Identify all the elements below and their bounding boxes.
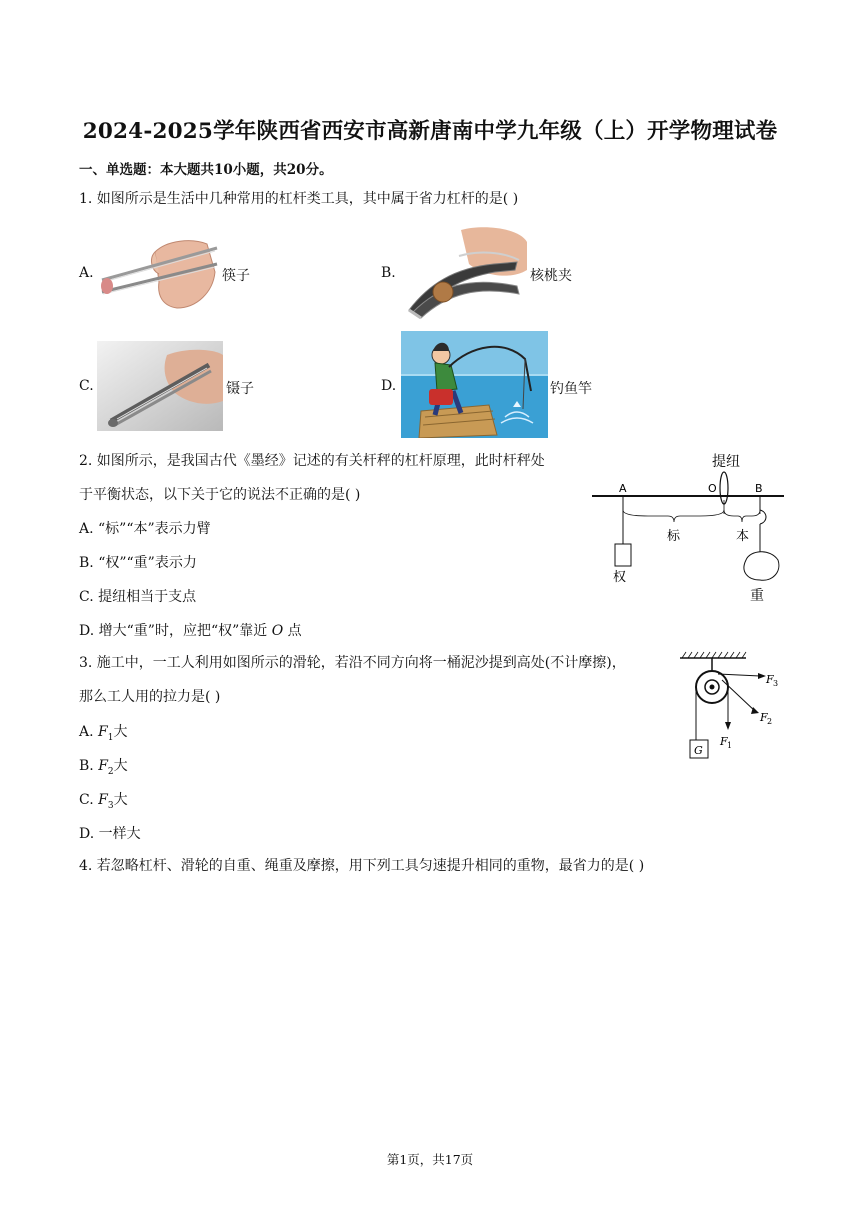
q2-option-b: B. “权”“重”表示力 [79,555,197,571]
q1-option-d-letter: D. [381,378,397,394]
steelyard-diagram [588,450,788,606]
q3-option-c: C. $F_3$大 [79,792,128,811]
q1-option-c-letter: C. [79,378,94,394]
question-1-stem: 1. 如图所示是生活中几种常用的杠杆类工具，其中属于省力杠杆的是( ) [79,191,519,207]
label-a: A [619,482,627,495]
q3-option-b: B. $F_2$大 [79,758,128,777]
label-ben: 本 [736,529,750,544]
q3-option-a: A. $F_1$大 [79,724,128,743]
rope-f2 [722,680,756,712]
q1-option-c-label: 镊子 [226,381,254,397]
ben-brace [724,510,760,522]
label-o: O [708,482,717,495]
question-3-stem-line1: 3. 施工中，一工人利用如图所示的滑轮，若沿不同方向将一桶泥沙提到高处(不计摩擦)， [79,655,626,671]
q1-option-d-label: 钓鱼竿 [550,381,592,397]
label-quan: 权 [613,570,627,585]
nutcracker-image [399,224,528,320]
q2-option-d-var: O [271,623,284,639]
section-heading: 一、单选题：本大题共10小题，共20分。 [79,162,333,178]
tweezers-image [97,341,223,431]
label-b: B [755,482,763,495]
quan-weight [615,544,631,566]
q2-option-a: A. “标”“本”表示力臂 [79,521,211,537]
label-f2-sub: 2 [767,717,773,726]
fishing-rod-image [401,331,548,438]
tizhu-loop [720,472,728,504]
question-2-stem-line1: 2. 如图所示，是我国古代《墨经》记述的有关杆秤的杠杆原理，此时杆秤处 [79,453,545,469]
pulley-diagram [674,650,784,762]
q2-option-d-text-pre: D. 增大“重”时，应把“权”靠近 [79,623,268,639]
q2-option-d [79,620,302,640]
q1-option-b-letter: B. [381,265,396,281]
q1-option-b-label: 核桃夹 [530,268,572,284]
label-f1-sub: 1 [727,741,733,750]
question-3-stem-line2: 那么工人用的拉力是( ) [79,689,221,705]
label-zhong: 重 [750,588,764,604]
question-4-stem: 4. 若忽略杠杆、滑轮的自重、绳重及摩擦，用下列工具匀速提升相同的重物，最省力的是( ) [79,858,645,874]
label-biao: 标 [667,529,681,544]
q2-option-c: C. 提纽相当于支点 [79,589,197,605]
chopsticks-image [97,230,221,312]
biao-brace [623,510,724,522]
label-f3: F [766,673,774,686]
zhong-object [744,552,779,581]
q3-option-d: D. 一样大 [79,826,141,842]
label-tizhu: 提纽 [712,454,740,470]
label-f3-sub: 3 [773,679,779,688]
page-footer: 第1页，共17页 [386,1152,474,1167]
q1-option-a-letter: A. [79,265,94,281]
question-2-stem-line2: 于平衡状态，以下关于它的说法不正确的是( ) [79,487,361,503]
page-title: 2024-2025学年陕西省西安市高新唐南中学九年级（上）开学物理试卷 [82,119,778,144]
q2-option-d-text-post: 点 [287,623,302,639]
label-g: G [694,744,703,757]
label-f1: F [720,735,728,748]
label-f2: F [760,711,768,724]
q1-option-a-label: 筷子 [222,268,250,284]
